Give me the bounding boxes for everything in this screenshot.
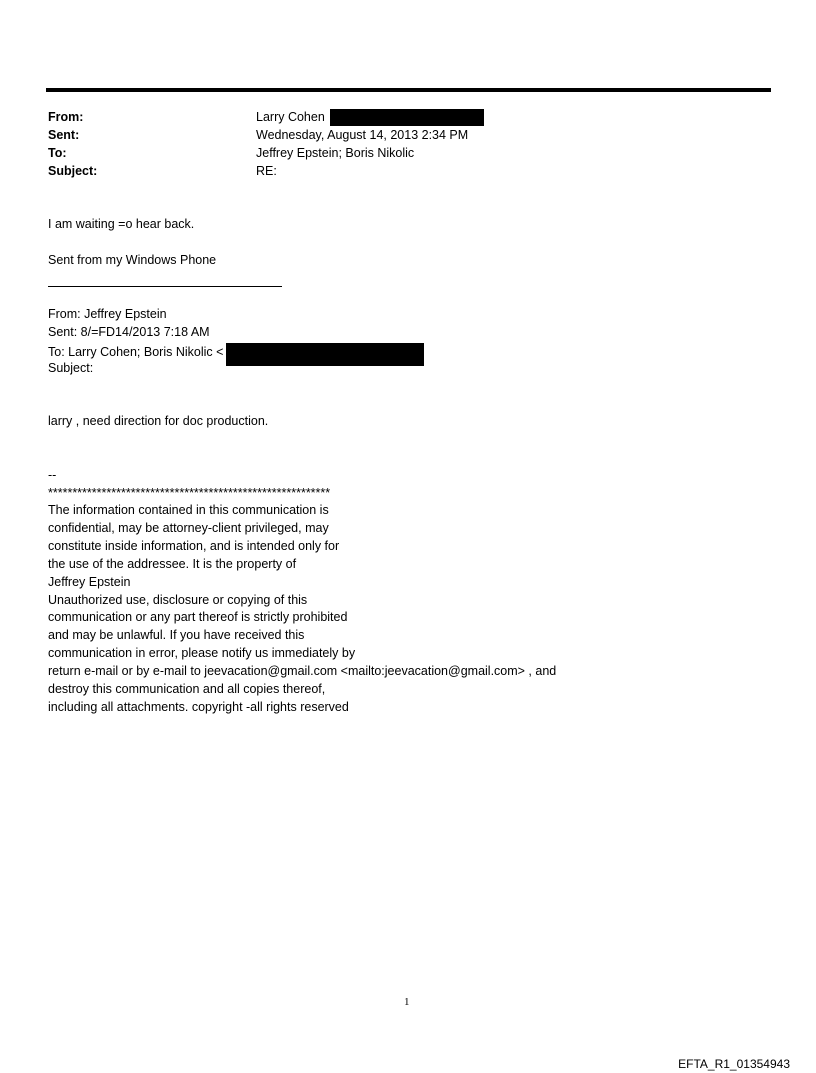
forwarded-header: [48, 305, 424, 377]
from-value: [256, 108, 484, 126]
disclaimer: [48, 502, 556, 717]
forwarded-message: larry , need direction for doc production.: [48, 414, 269, 428]
forwarded-from: From: Jeffrey Epstein: [48, 307, 167, 321]
from-label: From:: [48, 110, 84, 124]
disclaimer-line: Unauthorized use, disclosure or copying of this: [48, 592, 308, 607]
sent-label: Sent:: [48, 128, 80, 142]
body-line-1: I am waiting =o hear back.: [48, 217, 195, 231]
disclaimer-line: communication or any part thereof is strictly prohibited: [48, 610, 348, 625]
disclaimer-line: destroy this communication and all copies thereof,: [48, 682, 326, 697]
forwarded-subject: Subject:: [48, 361, 94, 375]
to-value: Jeffrey Epstein; Boris Nikolic: [256, 146, 415, 160]
separator-line: [48, 286, 282, 287]
subject-label: Subject:: [48, 164, 98, 178]
body-line-2: Sent from my Windows Phone: [48, 253, 217, 267]
disclaimer-line: communication in error, please notify us immediately by: [48, 646, 356, 661]
disclaimer-line: confidential, may be attorney-client privileged, may: [48, 520, 329, 535]
signature-stars: **********************************************************: [48, 486, 331, 500]
forwarded-to: To: Larry Cohen; Boris Nikolic <: [48, 344, 224, 359]
signature-dashes: --: [48, 468, 57, 482]
disclaimer-line: the use of the addressee. It is the property of: [48, 556, 297, 571]
disclaimer-line: return e-mail or by e-mail to jeevacation@gmail.com <mailto:jeevacation@gmail.com> , and: [48, 664, 557, 679]
forwarded-sent: Sent: 8/=FD14/2013 7:18 AM: [48, 325, 210, 339]
document-id: EFTA_R1_01354943: [678, 1057, 790, 1071]
subject-value: RE:: [256, 164, 277, 178]
from-name: Larry Cohen: [256, 110, 325, 124]
disclaimer-line: including all attachments. copyright -all rights reserved: [48, 699, 349, 714]
to-label: To:: [48, 146, 67, 160]
disclaimer-line: The information contained in this communication is: [48, 503, 329, 517]
page-number: 1: [404, 996, 410, 1008]
redaction-box: [330, 109, 484, 126]
redaction-box: [226, 343, 424, 366]
disclaimer-line: and may be unlawful. If you have received this: [48, 628, 305, 643]
disclaimer-line: constitute inside information, and is intended only for: [48, 538, 340, 553]
forwarded-to-row: [48, 341, 424, 359]
header-rule: [46, 88, 771, 92]
disclaimer-line: Jeffrey Epstein: [48, 574, 131, 589]
sent-value: Wednesday, August 14, 2013 2:34 PM: [256, 128, 469, 142]
